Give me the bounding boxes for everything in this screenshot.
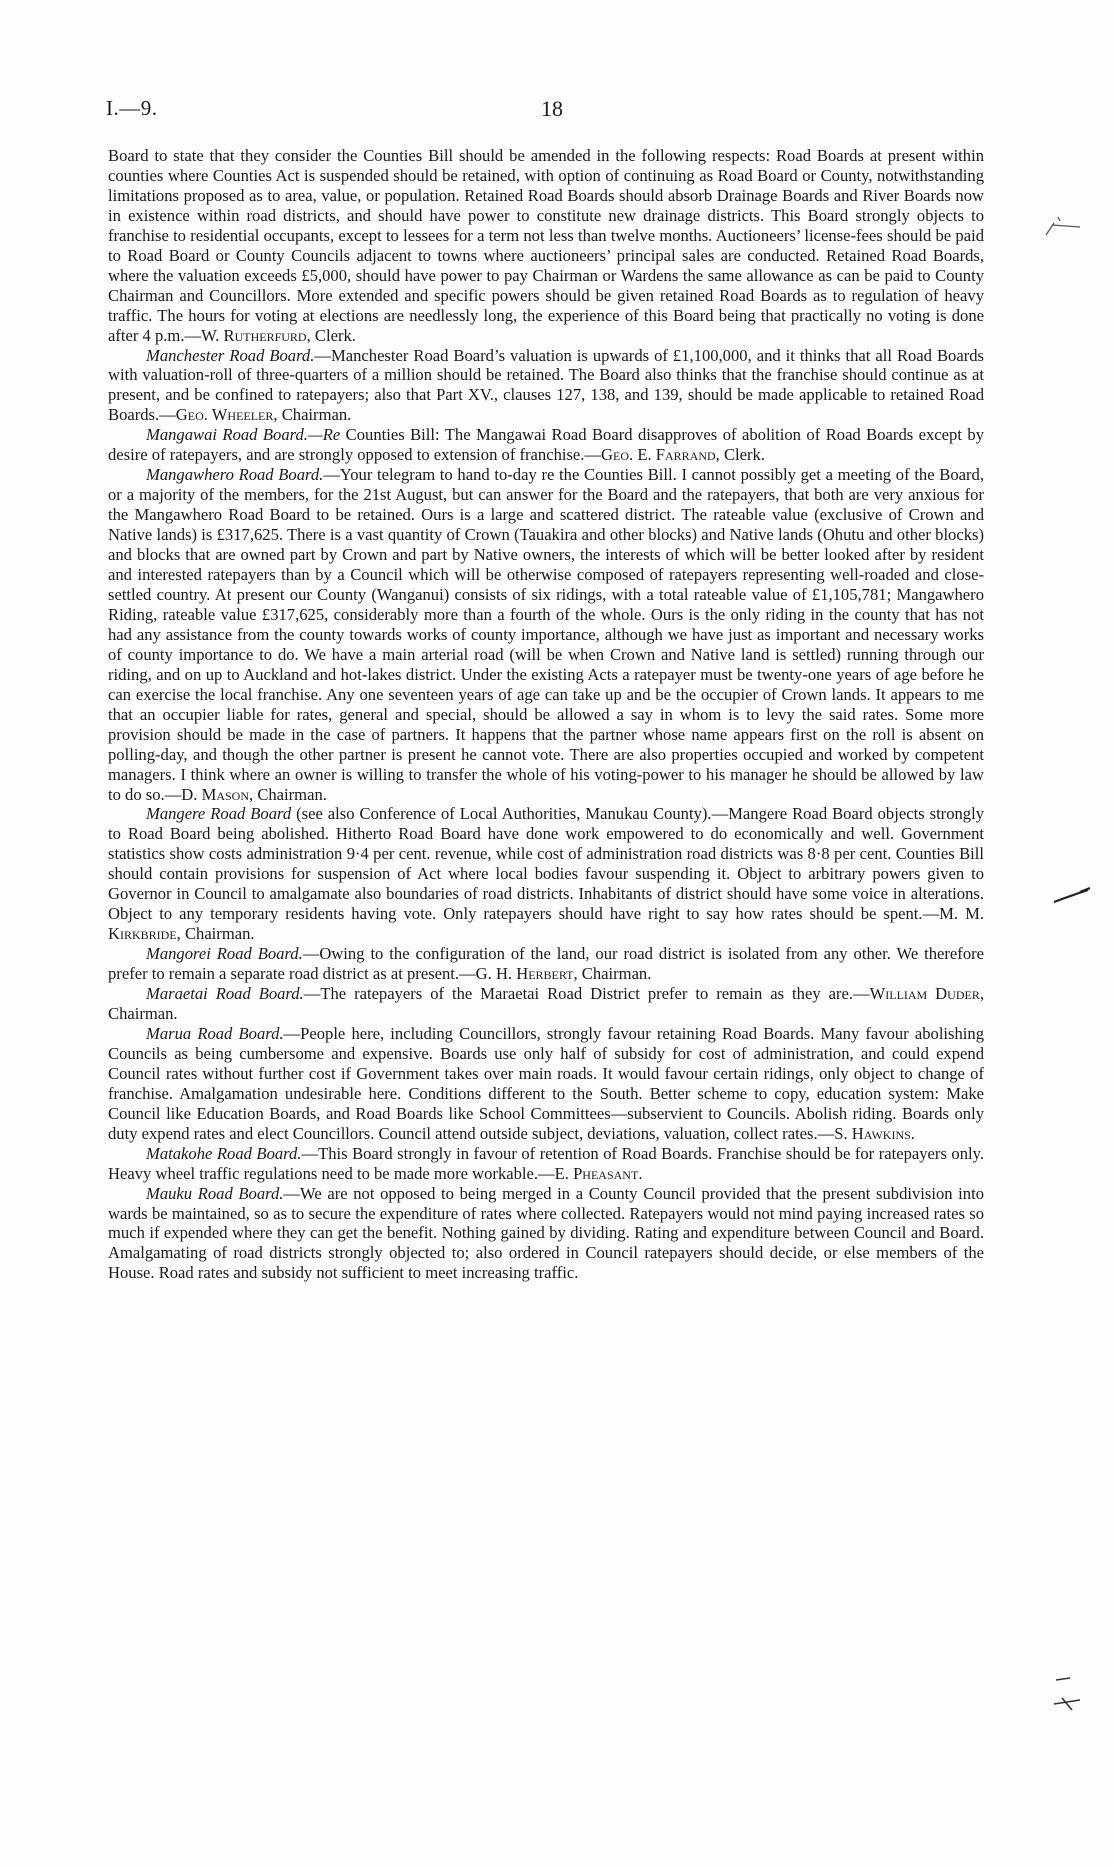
entry-heading: Mangawai Road Board.—Re xyxy=(146,425,341,445)
entry-maraetai xyxy=(108,984,984,1024)
signature: Geo. E. Farrand xyxy=(601,445,716,465)
paragraph-text: Counties Bill: The Mangawai Road Board disapproves of abolition of Road Boards except by desire of ratepayers, and are strongly opposed to extension of franchise.— xyxy=(108,425,984,465)
page-number: 18 xyxy=(541,96,563,121)
signature-role: , Clerk. xyxy=(715,445,765,465)
entry-heading: Marua Road Board. xyxy=(146,1023,284,1043)
signature: M. M. Kirkbride xyxy=(108,904,984,944)
entry-mauku xyxy=(108,1184,984,1284)
signature: D. Mason xyxy=(181,784,250,804)
document-code: I.—9. xyxy=(106,96,158,120)
paragraph-text: —Owing to the configuration of the land, our road district is isolated from any other. We therefore prefer to remain a separate road district as at present.— xyxy=(108,944,985,984)
signature: S. Hawkins xyxy=(834,1123,911,1143)
entry-mangawhero xyxy=(108,465,984,804)
entry-heading: Maraetai Road Board. xyxy=(146,984,304,1004)
entry-heading: Mangawhero Road Board. xyxy=(146,465,324,485)
entry-mangere xyxy=(108,804,984,944)
signature-role: . xyxy=(910,1123,915,1143)
paragraph-text: —Manchester Road Board’s valuation is upwards of £1,100,000, and it thinks that all Road Boards with valuation-roll of three-quarters of a million should be retained. The Board also thinks that the franchise should continue as at present, and be confined to ratepayers; also that Part XV., clauses 127, 138, and 139, should be made applicable to retained Road Boards.— xyxy=(108,345,984,425)
signature-role: , Chairman. xyxy=(273,405,352,425)
paragraph-text: —Your telegram to hand to-day re the Counties Bill. I cannot possibly get a meeting of the Board, or a majority of the members, for the 21st August, but can answer for the Board and the ratepayers, that both are very anxious for the Mangawhero Road Board to be retained. Ours is a large and scattered district. The rateable value (exclusive of Crown and Native lands) is £317,625. There is a vast quantity of Crown (Tauakira and other blocks) and Native lands (Ohutu and other blocks) and blocks that are owned part by Crown and part by Native owners, the interests of which will be better looked after by resident and interested ratepayers than by a Council which will be otherwise composed of ratepayers representing well-roaded and close-settled country. At present our County (Wanganui) consists of six ridings, with a total rateable value of £1,105,781; Mangawhero Riding, rateable value £317,625, considerably more than a fourth of the whole. Ours is the only riding in the county that has not had any assistance from the county towards works of county importance, although we have just as important and necessary works of county importance to do. We have a main arterial road (will be when Crown and Native land is settled) running through our riding, and on up to Auckland and hot-lakes district. Under the existing Acts a ratepayer must be twenty-one years of age before he can exercise the local franchise. Any one seventeen years of age can take up and be the occupier of Crown lands. It appears to me that an occupier liable for rates, general and special, should be allowed a say in whom is to levy the said rates. Some more provision should be made in the case of partners. It happens that the partner whose name appears first on the roll is absent on polling-day, and though the other partner is present he cannot vote. There are also properties occupied and worked by competent managers. I think where an owner is willing to transfer the whole of his voting-power to his manager he should be allowed by law to do so.— xyxy=(108,465,984,804)
entry-mangorei xyxy=(108,944,984,984)
entry-heading: Matakohe Road Board. xyxy=(146,1143,302,1163)
signature-role: . xyxy=(638,1163,643,1183)
paragraph-text: (see also Conference of Local Authorities, Manukau County).—Mangere Road Board objects strongly to Road Board being abolished. Hitherto Road Board have done work empowered to do economically and well. Government statistics show costs administration 9·4 per cent. revenue, while cost of administration road districts was 8·8 per cent. Counties Bill should contain provisions for suspension of Act where local bodies favour suspending it. Object to arbitrary powers given to Governor in Council to amalgamate also boundaries of road districts. Inhabitants of district should have some voice in alterations. Object to any temporary residents having vote. Only ratepayers should have right to say how rates should be spent.— xyxy=(108,804,985,924)
entry-mangawai xyxy=(108,425,984,465)
entry-heading: Manchester Road Board. xyxy=(146,345,315,365)
paragraph-text: Board to state that they consider the Counties Bill should be amended in the following respects: Road Boards at present within counties where Counties Act is suspended should be retained, with option of continuing as Road Board or County, notwithstanding limitations proposed as to area, value, or population. Retained Road Boards should absorb Drainage Boards and River Boards now in existence within road districts, and should have power to constitute new drainage districts. This Board strongly objects to franchise to residential occupants, except to lessees for a term not less than twelve months. Auctioneers’ license-fees should be paid to Road Board or County Councils adjacent to towns where auctioneers’ principal sales are conducted. Retained Road Boards, where the valuation exceeds £5,000, should have power to pay Chairman or Wardens the same allowance as can be paid to County Chairman and Councillors. More extended and specific powers should be given retained Road Boards as to regulation of heavy traffic. The hours for voting at elections are needlessly long, the experience of this Board being that practically no voting is done after 4 p.m.— xyxy=(108,146,984,345)
entry-heading: Mangere Road Board xyxy=(146,804,292,824)
signature-role: , Chairman. xyxy=(108,984,984,1023)
margin-pencil-mark xyxy=(1040,205,1090,245)
paragraph-text: —We are not opposed to being merged in a County Council provided that the present subdivision into wards be maintained, so as to secure the expenditure of rates where collected. Ratepayers would not mind paying increased rates so much if expended where they can get the benefit. Nothing gained by dividing. Rating and expenditure between Council and Board. Amalgamating of road districts strongly objected to; also ordered in Council ratepayers should decide, or else members of the House. Road rates and subsidy not sufficient to meet increasing traffic. xyxy=(108,1183,984,1283)
signature: E. Pheasant xyxy=(554,1163,639,1183)
signature-role: , Chairman. xyxy=(573,964,652,984)
page-header xyxy=(106,96,1006,126)
signature: W. Rutherfurd xyxy=(201,325,307,345)
paragraph-text: —People here, including Councillors, strongly favour retaining Road Boards. Many favour abolishing Councils as being cumbersome and expensive. Boards use only half of subsidy for cost of administration, and could expend Council rates without further cost if Government takes over main roads. It would favour certain ridings, only object to change of franchise. Amalgamation undesirable here. Conditions different to the South. Better scheme to copy, education system: Make Council like Education Boards, and Road Boards like School Committees—subservient to Councils. Abolish riding. Boards only duty expend rates and elect Councillors. Council attend outside subject, deviations, valuation, collect rates.— xyxy=(108,1023,984,1143)
signature-role: , Clerk. xyxy=(306,325,356,345)
paragraph-text: —This Board strongly in favour of retention of Road Boards. Franchise should be for ratepayers only. Heavy wheel traffic regulations need to be made more workable.— xyxy=(108,1143,985,1183)
paragraph-continued xyxy=(108,146,984,346)
signature-role: , Chairman. xyxy=(249,784,327,804)
body-text xyxy=(108,146,984,1283)
entry-heading: Mangorei Road Board. xyxy=(146,944,303,964)
entry-matakohe xyxy=(108,1144,984,1184)
signature: G. H. Herbert xyxy=(475,964,574,984)
paragraph-text: —The ratepayers of the Maraetai Road District prefer to remain as they are.— xyxy=(303,984,870,1004)
entry-heading: Mauku Road Board. xyxy=(146,1183,284,1203)
signature: Geo. Wheeler xyxy=(175,405,274,425)
margin-pencil-mark xyxy=(1050,1670,1100,1730)
margin-pencil-mark xyxy=(1050,870,1100,920)
entry-manchester xyxy=(108,346,984,426)
entry-marua xyxy=(108,1024,984,1144)
signature-role: , Chairman. xyxy=(176,924,255,944)
signature: William Duder xyxy=(869,984,980,1004)
